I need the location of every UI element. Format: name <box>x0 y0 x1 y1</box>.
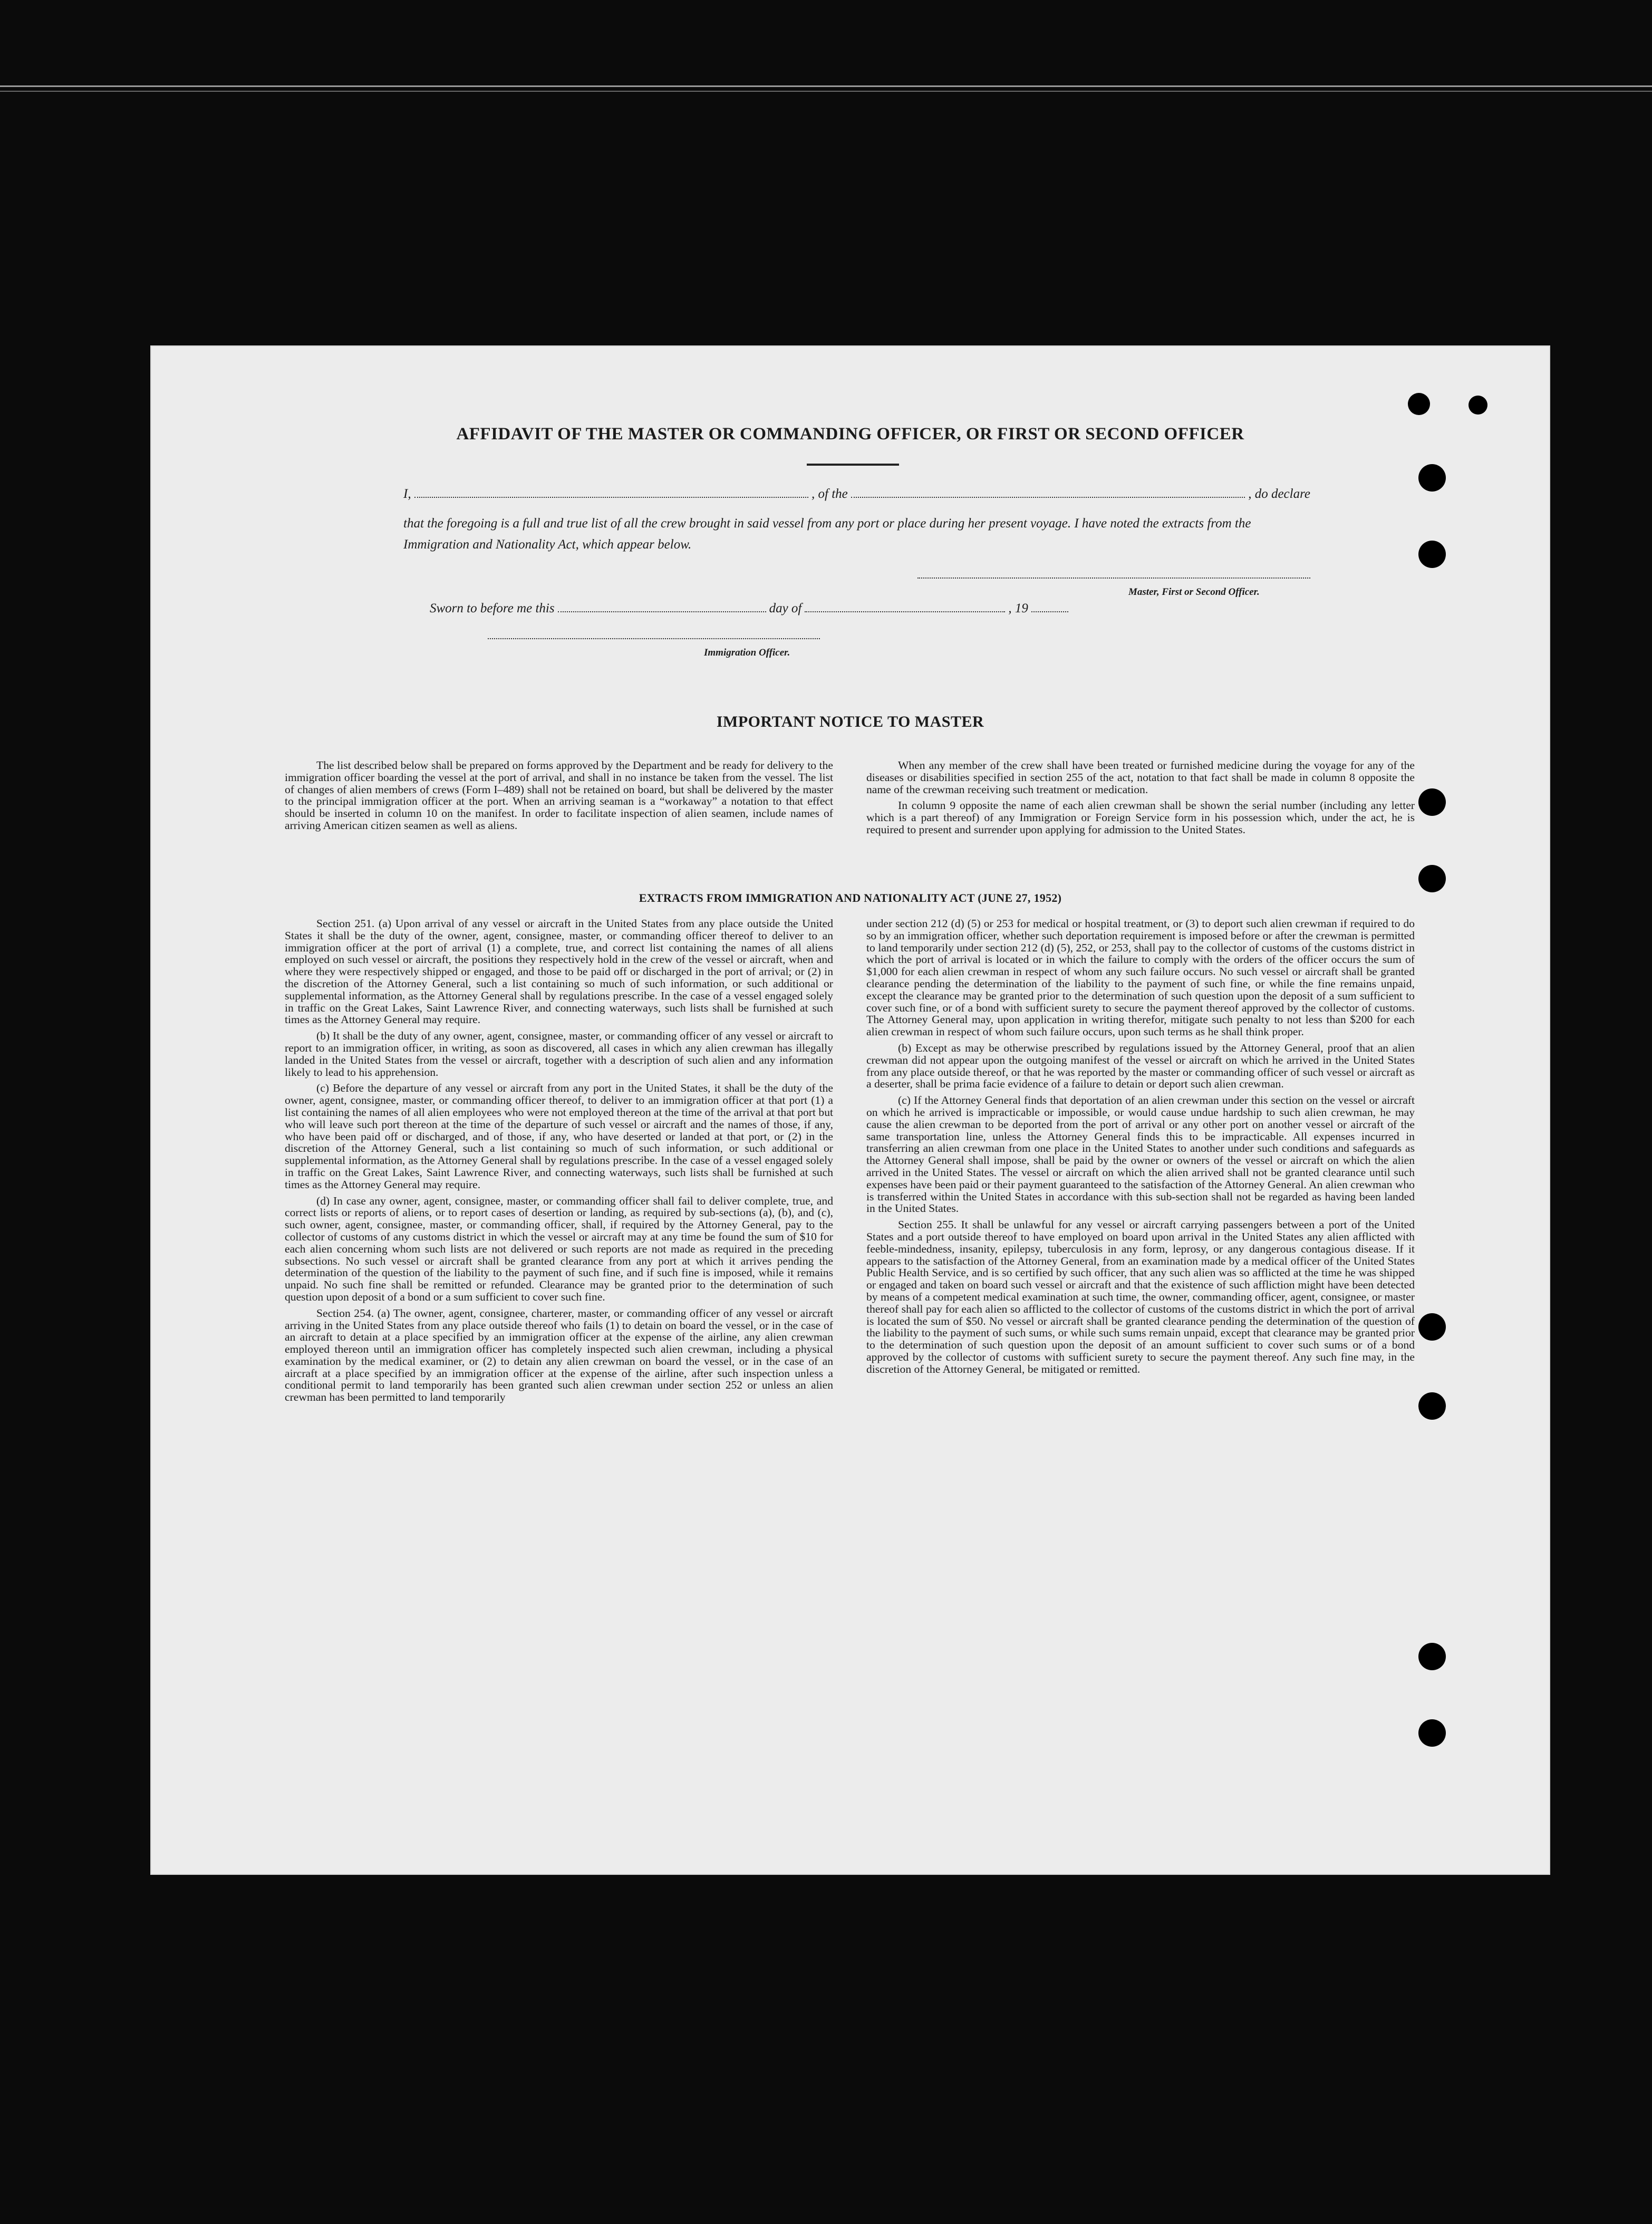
punch-hole <box>1418 1643 1446 1670</box>
day-of-label: day of <box>769 601 802 615</box>
year-label: , 19 <box>1008 601 1028 615</box>
declaration-line <box>403 487 1310 502</box>
vessel-field[interactable] <box>851 487 1245 498</box>
sworn-line <box>430 601 1094 616</box>
punch-hole <box>1418 788 1446 816</box>
of-the-label: , of the <box>811 487 848 501</box>
section-251-c: (c) Before the departure of any vessel or aircraft from any port in the United States, it shall be the duty of the owner, agent, consignee, master, or commanding officer thereof, to deliver to an immigration officer at that port (1) a list containing the names of all alien employees who were not employed thereon at the time of the arrival at that port but who will leave such port thereon at the time of the departure of such vessel or aircraft and the names of those, if any, who have been paid off or discharged, and of those, if any, who have deserted or landed at that port, or (2) in the discretion of the Attorney General, such a list containing so much of such information, or such additional or supplemental information, as the Attorney General shall by regulations prescribe. In the case of a vessel engaged solely in traffic on the Great Lakes, Saint Lawrence River, and connecting waterways, such lists shall be furnished at such times as the Attorney General may require. <box>285 1082 833 1191</box>
section-255: Section 255. It shall be unlawful for any vessel or aircraft carrying passengers between a port of the United States and a port outside thereof to have employed on board upon arrival in the United States any alien afflicted with feeble-mindedness, insanity, epilepsy, tuberculosis in any form, leprosy, or any dangerous contagious disease. If it appears to the satisfaction of the Attorney General, from an examination made by a medical officer of the United States Public Health Service, and is so certified by such officer, that any such alien was so afflicted at the time he was shipped or engaged and taken on board such vessel or aircraft and that the existence of such affliction might have been detected by means of a competent medical examination at such time, the owner, commanding officer, agent, consignee, or master thereof shall pay for each alien so afflicted to the collector of customs of the customs district in which the port of arrival is located the sum of $50. No vessel or aircraft shall be granted clearance pending the determination of the question of the liability to the payment of such sums, or while such sums remain unpaid, except that clearance may be granted prior to the determination of such question upon the deposit of an amount sufficient to cover such sums or of a bond approved by the collector of customs with sufficient surety to secure the payment thereof. Any such fine may, in the discretion of the Attorney General, be mitigated or remitted. <box>866 1218 1415 1375</box>
notice-right-column <box>866 759 1415 836</box>
section-254-a-continued: under section 212 (d) (5) or 253 for medical or hospital treatment, or (3) to deport such alien crewman if required to do so by an immigration officer, whether such deportation requirement is imposed before or after the crewman is permitted to land temporarily under section 212 (d) (5), 252, or 253, shall pay to the collector of customs of the customs district in which the port of arrival is located or in which the failure to comply with the orders of the officer occurs the sum of $1,000 for each alien crewman in respect of whom any such failure occurs. No such vessel or aircraft shall be granted clearance pending the determination of the liability to the payment of such fine, or while the fine remains unpaid, except the clearance may be granted prior to the determination of such question upon the deposit of a sum sufficient to cover such fine, or of a bond with sufficient surety to secure the payment thereof approved by the collector of customs. The Attorney General may, upon application in writing therefor, mitigate such penalty to not less than $200 for each alien crewman in respect of whom such failure occurs, upon such terms as he shall think proper. <box>866 917 1415 1038</box>
punch-hole <box>1418 1719 1446 1747</box>
declaration-text: that the foregoing is a full and true list of all the crew brought in said vessel from any port or place during her present voyage. I have noted the extracts from the Immigration and Nationality Act, which appear below. <box>403 516 1251 552</box>
punch-hole <box>1408 393 1430 415</box>
sworn-year-field[interactable] <box>1031 603 1068 612</box>
master-signature-label: Master, First or Second Officer. <box>1128 586 1260 598</box>
notice-paragraph: In column 9 opposite the name of each alien crewman shall be shown the serial number (including any letter which is a part thereof) of any Immigration or Foreign Service form in his possession which, under the act, he is required to present and surrender upon applying for admission to the United States. <box>866 799 1415 836</box>
notice-left-column <box>285 759 833 832</box>
affidavit-title: AFFIDAVIT OF THE MASTER OR COMMANDING OFFICER, OR FIRST OR SECOND OFFICER <box>456 425 1244 444</box>
master-signature-line[interactable] <box>917 577 1310 579</box>
notice-paragraph: When any member of the crew shall have been treated or furnished medicine during the voyage for any of the diseases or disabilities specified in section 255 of the act, notation to that fact shall be made in column 8 opposite the name of the crewman receiving such treatment or medication. <box>866 759 1415 796</box>
section-254-b: (b) Except as may be otherwise prescribed by regulations issued by the Attorney General, proof that an alien crewman did not appear upon the outgoing manifest of the vessel or aircraft on which he arrived in the United States from any place outside thereof, or that he was reported by the master or commanding officer of such vessel or aircraft as a deserter, shall be prima facie evidence of a failure to detain or deport such alien crewman. <box>866 1041 1415 1091</box>
extracts-left-column <box>285 918 833 1403</box>
immigration-officer-label: Immigration Officer. <box>704 647 790 658</box>
extracts-title: EXTRACTS FROM IMMIGRATION AND NATIONALITY ACT (JUNE 27, 1952) <box>639 891 1062 904</box>
scan-edge-line <box>0 85 1652 87</box>
sworn-month-field[interactable] <box>805 603 1005 612</box>
punch-hole <box>1418 541 1446 568</box>
notice-paragraph: The list described below shall be prepared on forms approved by the Department and be ready for delivery to the immigration officer boarding the vessel at the port of arrival, and shall in no instance be taken from the vessel. The list of changes of alien members of crews (Form I–489) shall not be retained on board, but shall be delivered by the master to the principal immigration officer at the port. When an arriving seaman is a “workaway” a notation to that effect should be inserted in column 10 on the manifest. In order to facilitate inspection of alien seamen, include names of arriving American citizen seamen as well as aliens. <box>285 759 833 832</box>
sworn-day-field[interactable] <box>558 603 766 612</box>
punch-hole <box>1418 1392 1446 1420</box>
punch-hole <box>1418 865 1446 892</box>
section-254-c: (c) If the Attorney General finds that deportation of an alien crewman under this section on the vessel or aircraft on which he arrived is impracticable or impossible, or would cause undue hardship to such alien crewman, he may cause the alien crewman to be deported from the port of arrival or any other port on another vessel or aircraft of the same transportation line, unless the Attorney General finds this to be impracticable. All expenses incurred in transferring an alien crewman from one place in the United States to another under such conditions and safeguards as the Attorney General shall impose, shall be paid by the owner or owners of the vessel or aircraft on which the alien arrived in the United States. The vessel or aircraft on which the alien arrived shall not be granted clearance until such expenses have been paid or their payment guaranteed to the satisfaction of the Attorney General. An alien crewman who is transferred within the United States in accordance with this sub-section shall not be regarded as having been landed in the United States. <box>866 1094 1415 1215</box>
punch-hole <box>1418 1313 1446 1341</box>
i-label: I, <box>403 487 411 501</box>
declare-label: , do declare <box>1248 487 1310 501</box>
name-field[interactable] <box>414 487 808 498</box>
section-251-d: (d) In case any owner, agent, consignee, master, or commanding officer shall fail to deliver complete, true, and correct lists or reports of aliens, or to report cases of desertion or landing, as required by sub-sections (a), (b), and (c), such owner, agent, consignee, master, or commanding officer, shall, if required by the Attorney General, pay to the collector of customs of any customs district in which the vessel or aircraft may at any time be found the sum of $10 for each alien concerning whom such lists are not delivered or such reports are not made as required in the preceding subsections. No such vessel or aircraft shall be granted clearance from any port at which it arrives pending the determination of the question of the liability to the payment of such fine, and if such fine is imposed, while it remains unpaid. No such fine shall be remitted or refunded. Clearance may be granted prior to the determination of such question upon deposit of a bond or a sum sufficient to cover such fine. <box>285 1194 833 1303</box>
punch-hole <box>1469 396 1487 415</box>
section-251-a: Section 251. (a) Upon arrival of any vessel or aircraft in the United States from any place outside the United States it shall be the duty of the owner, agent, consignee, master, or commanding officer thereof to deliver to an immigration officer at the port of arrival (1) a complete, true, and correct list containing the names of all aliens employed on such vessel or aircraft, the positions they respectively hold in the crew of the vessel or aircraft, when and where they were respectively shipped or engaged, and those to be paid off or discharged in the port of arrival; or (2) in the discretion of the Attorney General, such a list containing so much of such information, or such additional or supplemental information, as the Attorney General shall by regulations prescribe. In the case of a vessel engaged solely in traffic on the Great Lakes, Saint Lawrence River, and connecting waterways, such lists shall be furnished at such times as the Attorney General may require. <box>285 917 833 1026</box>
section-251-b: (b) It shall be the duty of any owner, agent, consignee, master, or commanding officer of any vessel or aircraft to report to an immigration officer, in writing, as soon as discovered, all cases in which any alien crewman has illegally landed in the United States from the vessel or aircraft, together with a description of such alien and any information likely to lead to his apprehension. <box>285 1029 833 1079</box>
notice-title: IMPORTANT NOTICE TO MASTER <box>716 713 984 730</box>
scan-edge-line <box>0 91 1652 92</box>
title-underline <box>807 464 899 466</box>
extracts-right-column <box>866 918 1415 1375</box>
section-254-a: Section 254. (a) The owner, agent, consignee, charterer, master, or commanding officer of any vessel or aircraft arriving in the United States from any place outside thereof who fails (1) to detain on board the vessel, or in the case of an aircraft to detain at a place specified by an immigration officer at the expense of the airline, any alien crewman employed thereon until an immigration officer has completely inspected such alien crewman, including a physical examination by the medical examiner, or (2) to detain any alien crewman on board the vessel, or in the case of an aircraft at a place specified by an immigration officer at the expense of the airline, after such inspection unless a conditional permit to land temporarily has been granted such alien crewman under section 252 or unless an alien crewman has been permitted to land temporarily <box>285 1306 833 1404</box>
sworn-label: Sworn to before me this <box>430 601 555 615</box>
immigration-officer-signature-line[interactable] <box>488 638 820 639</box>
document-page <box>150 345 1550 1875</box>
punch-hole <box>1418 464 1446 492</box>
